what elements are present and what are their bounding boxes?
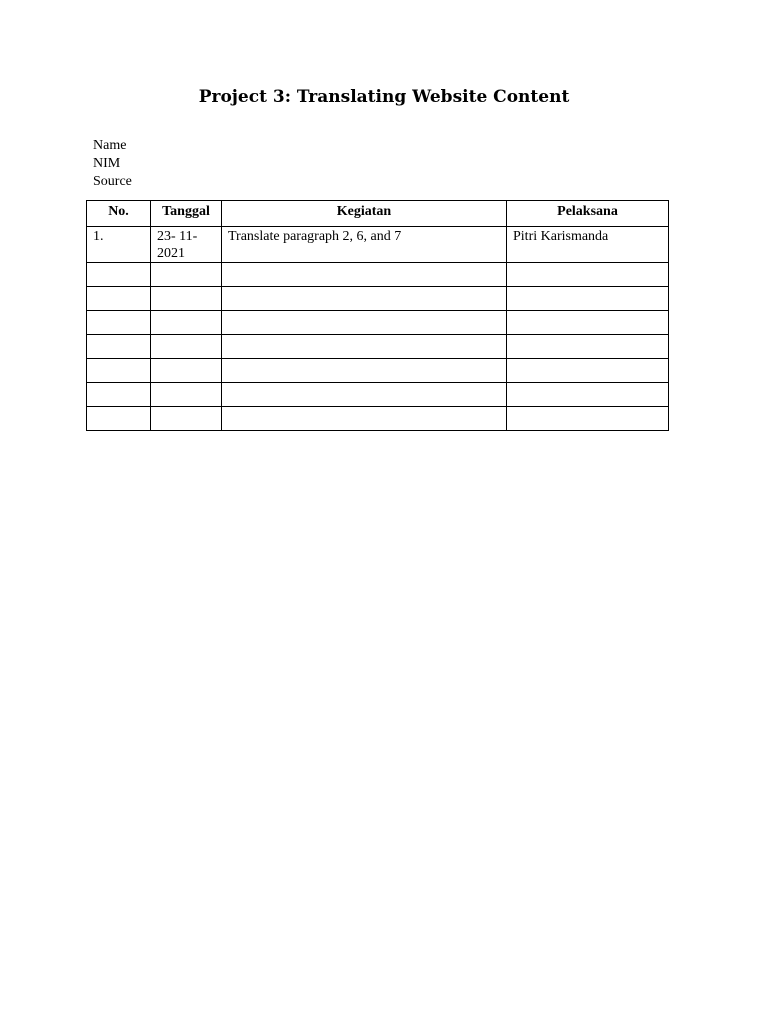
empty-cell bbox=[87, 287, 151, 311]
table-row-empty bbox=[87, 335, 669, 359]
empty-cell bbox=[222, 383, 507, 407]
table-row bbox=[87, 227, 669, 263]
empty-cell bbox=[87, 407, 151, 431]
cell-kegiatan: Translate paragraph 2, 6, and 7 bbox=[222, 227, 507, 263]
empty-cell bbox=[222, 335, 507, 359]
empty-cell bbox=[151, 263, 222, 287]
empty-cell bbox=[151, 383, 222, 407]
source-label: Source bbox=[93, 174, 132, 189]
empty-cell bbox=[151, 407, 222, 431]
empty-cell bbox=[151, 335, 222, 359]
empty-cell bbox=[507, 407, 669, 431]
header-tanggal: Tanggal bbox=[151, 201, 222, 227]
empty-cell bbox=[151, 287, 222, 311]
empty-cell bbox=[151, 311, 222, 335]
empty-cell bbox=[222, 311, 507, 335]
activity-table bbox=[86, 200, 669, 431]
empty-cell bbox=[151, 359, 222, 383]
empty-cell bbox=[87, 359, 151, 383]
empty-cell bbox=[222, 263, 507, 287]
empty-cell bbox=[87, 311, 151, 335]
table-row-empty bbox=[87, 287, 669, 311]
header-pelaksana: Pelaksana bbox=[507, 201, 669, 227]
document-title: Project 3: Translating Website Content bbox=[198, 87, 570, 107]
empty-cell bbox=[507, 335, 669, 359]
table-row-empty bbox=[87, 383, 669, 407]
table-row-empty bbox=[87, 407, 669, 431]
empty-cell bbox=[87, 263, 151, 287]
table-row-empty bbox=[87, 311, 669, 335]
empty-cell bbox=[507, 287, 669, 311]
table-row-empty bbox=[87, 359, 669, 383]
empty-cell bbox=[87, 335, 151, 359]
empty-cell bbox=[507, 263, 669, 287]
table-row-empty bbox=[87, 263, 669, 287]
cell-no: 1. bbox=[87, 227, 151, 263]
header-no: No. bbox=[87, 201, 151, 227]
empty-cell bbox=[507, 359, 669, 383]
empty-cell bbox=[222, 287, 507, 311]
name-label: Name bbox=[93, 138, 127, 153]
empty-cell bbox=[222, 359, 507, 383]
cell-tanggal: 23- 11-2021 bbox=[151, 227, 222, 263]
empty-cell bbox=[222, 407, 507, 431]
cell-pelaksana: Pitri Karismanda bbox=[507, 227, 669, 263]
empty-cell bbox=[87, 383, 151, 407]
nim-label: NIM bbox=[93, 156, 121, 171]
meta-labels bbox=[93, 137, 132, 191]
header-kegiatan: Kegiatan bbox=[222, 201, 507, 227]
empty-cell bbox=[507, 383, 669, 407]
table-header-row bbox=[87, 201, 669, 227]
empty-cell bbox=[507, 311, 669, 335]
